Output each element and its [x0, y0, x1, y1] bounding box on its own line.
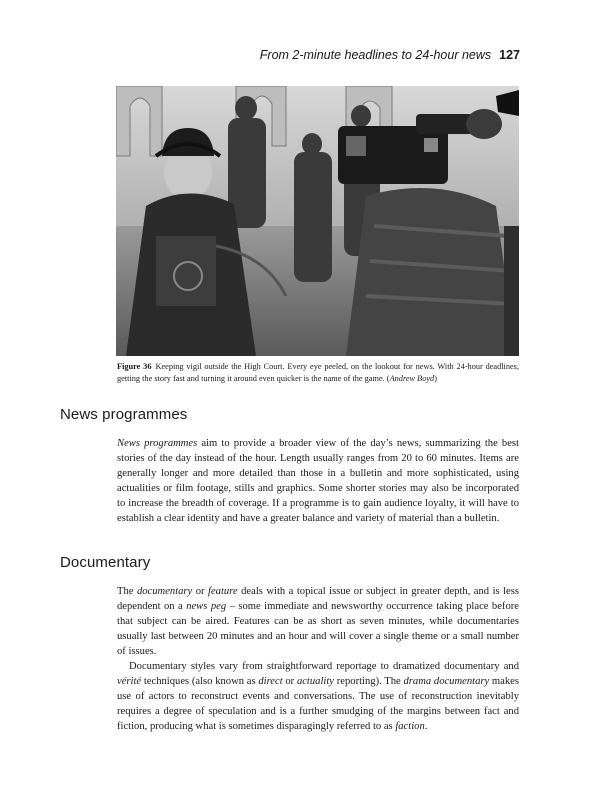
- text-run: or: [282, 676, 297, 687]
- text-run: .: [424, 721, 428, 732]
- term-feature: feature: [208, 586, 238, 597]
- documentary-paragraph-2: [117, 659, 519, 734]
- section-heading-documentary: Documentary: [60, 554, 151, 571]
- term-faction: faction: [395, 721, 425, 732]
- news-programmes-paragraph: [117, 436, 519, 526]
- figure-label: Figure 36: [117, 362, 152, 371]
- text-run: reporting). The: [334, 676, 404, 687]
- term-direct: direct: [258, 676, 283, 687]
- photo-credit: Andrew Boyd: [389, 374, 435, 383]
- caption-end: ): [434, 374, 437, 383]
- running-header: [260, 48, 520, 62]
- running-title: From 2-minute headlines to 24-hour news: [259, 48, 492, 62]
- text-run: makes use of actors to reconstruct events and conversations. The use of reconstruction inevitably requires a degree of speculation and is a further smudging of the margins between fact and fiction, producing what is sometimes disparagingly referred to as: [117, 676, 519, 732]
- figure-caption: [117, 361, 519, 385]
- press-photo-illustration: [116, 86, 519, 356]
- text-run: – some immediate and newsworthy occurrence taking place before that subject can be aired. Features can be as short as seven minutes, while documentaries usually last between 20 minutes and an hour and will cover a single theme or a small number of issues.: [117, 601, 519, 657]
- text-run: or: [192, 586, 209, 597]
- documentary-body: [117, 584, 519, 734]
- term-news-programmes: News programmes: [117, 438, 198, 449]
- text-run: Documentary styles vary from straightforward reportage to dramatized documentary and: [129, 661, 519, 672]
- term-news-peg: news peg: [186, 601, 227, 612]
- text-run: The: [117, 586, 137, 597]
- text-run: techniques (also known as: [141, 676, 259, 687]
- term-verite: vérité: [117, 676, 142, 687]
- page-number: 127: [499, 48, 520, 62]
- text-run: deals with a topical issue or subject in greater depth, and is less dependent on a: [117, 586, 519, 612]
- section-heading-news-programmes: News programmes: [60, 406, 188, 423]
- caption-text: Keeping vigil outside the High Court. Every eye peeled, on the lookout for news. With 24-hour deadlines, getting the story fast and turning it around even quicker is the name of the game. (: [117, 362, 519, 383]
- news-programmes-body: [117, 436, 519, 526]
- term-actuality: actuality: [296, 676, 335, 687]
- term-documentary: documentary: [136, 586, 193, 597]
- term-drama-documentary: drama documentary: [403, 676, 490, 687]
- paragraph-text: aim to provide a broader view of the day’s news, summarizing the best stories of the day instead of the hour. Length usually ranges from 20 to 60 minutes. Items are generally longer and more detailed than those in a bulletin and more sophisticated, using actualities or film footage, stills and graphics. Some shorter stories may also be incorporated to increase the breadth of coverage. If a programme is to gain audience loyalty, it will have to establish a clear identity and have a greater balance and variety of material than a bulletin.: [117, 438, 519, 524]
- figure-photo: [116, 86, 519, 356]
- documentary-paragraph-1: [117, 584, 519, 659]
